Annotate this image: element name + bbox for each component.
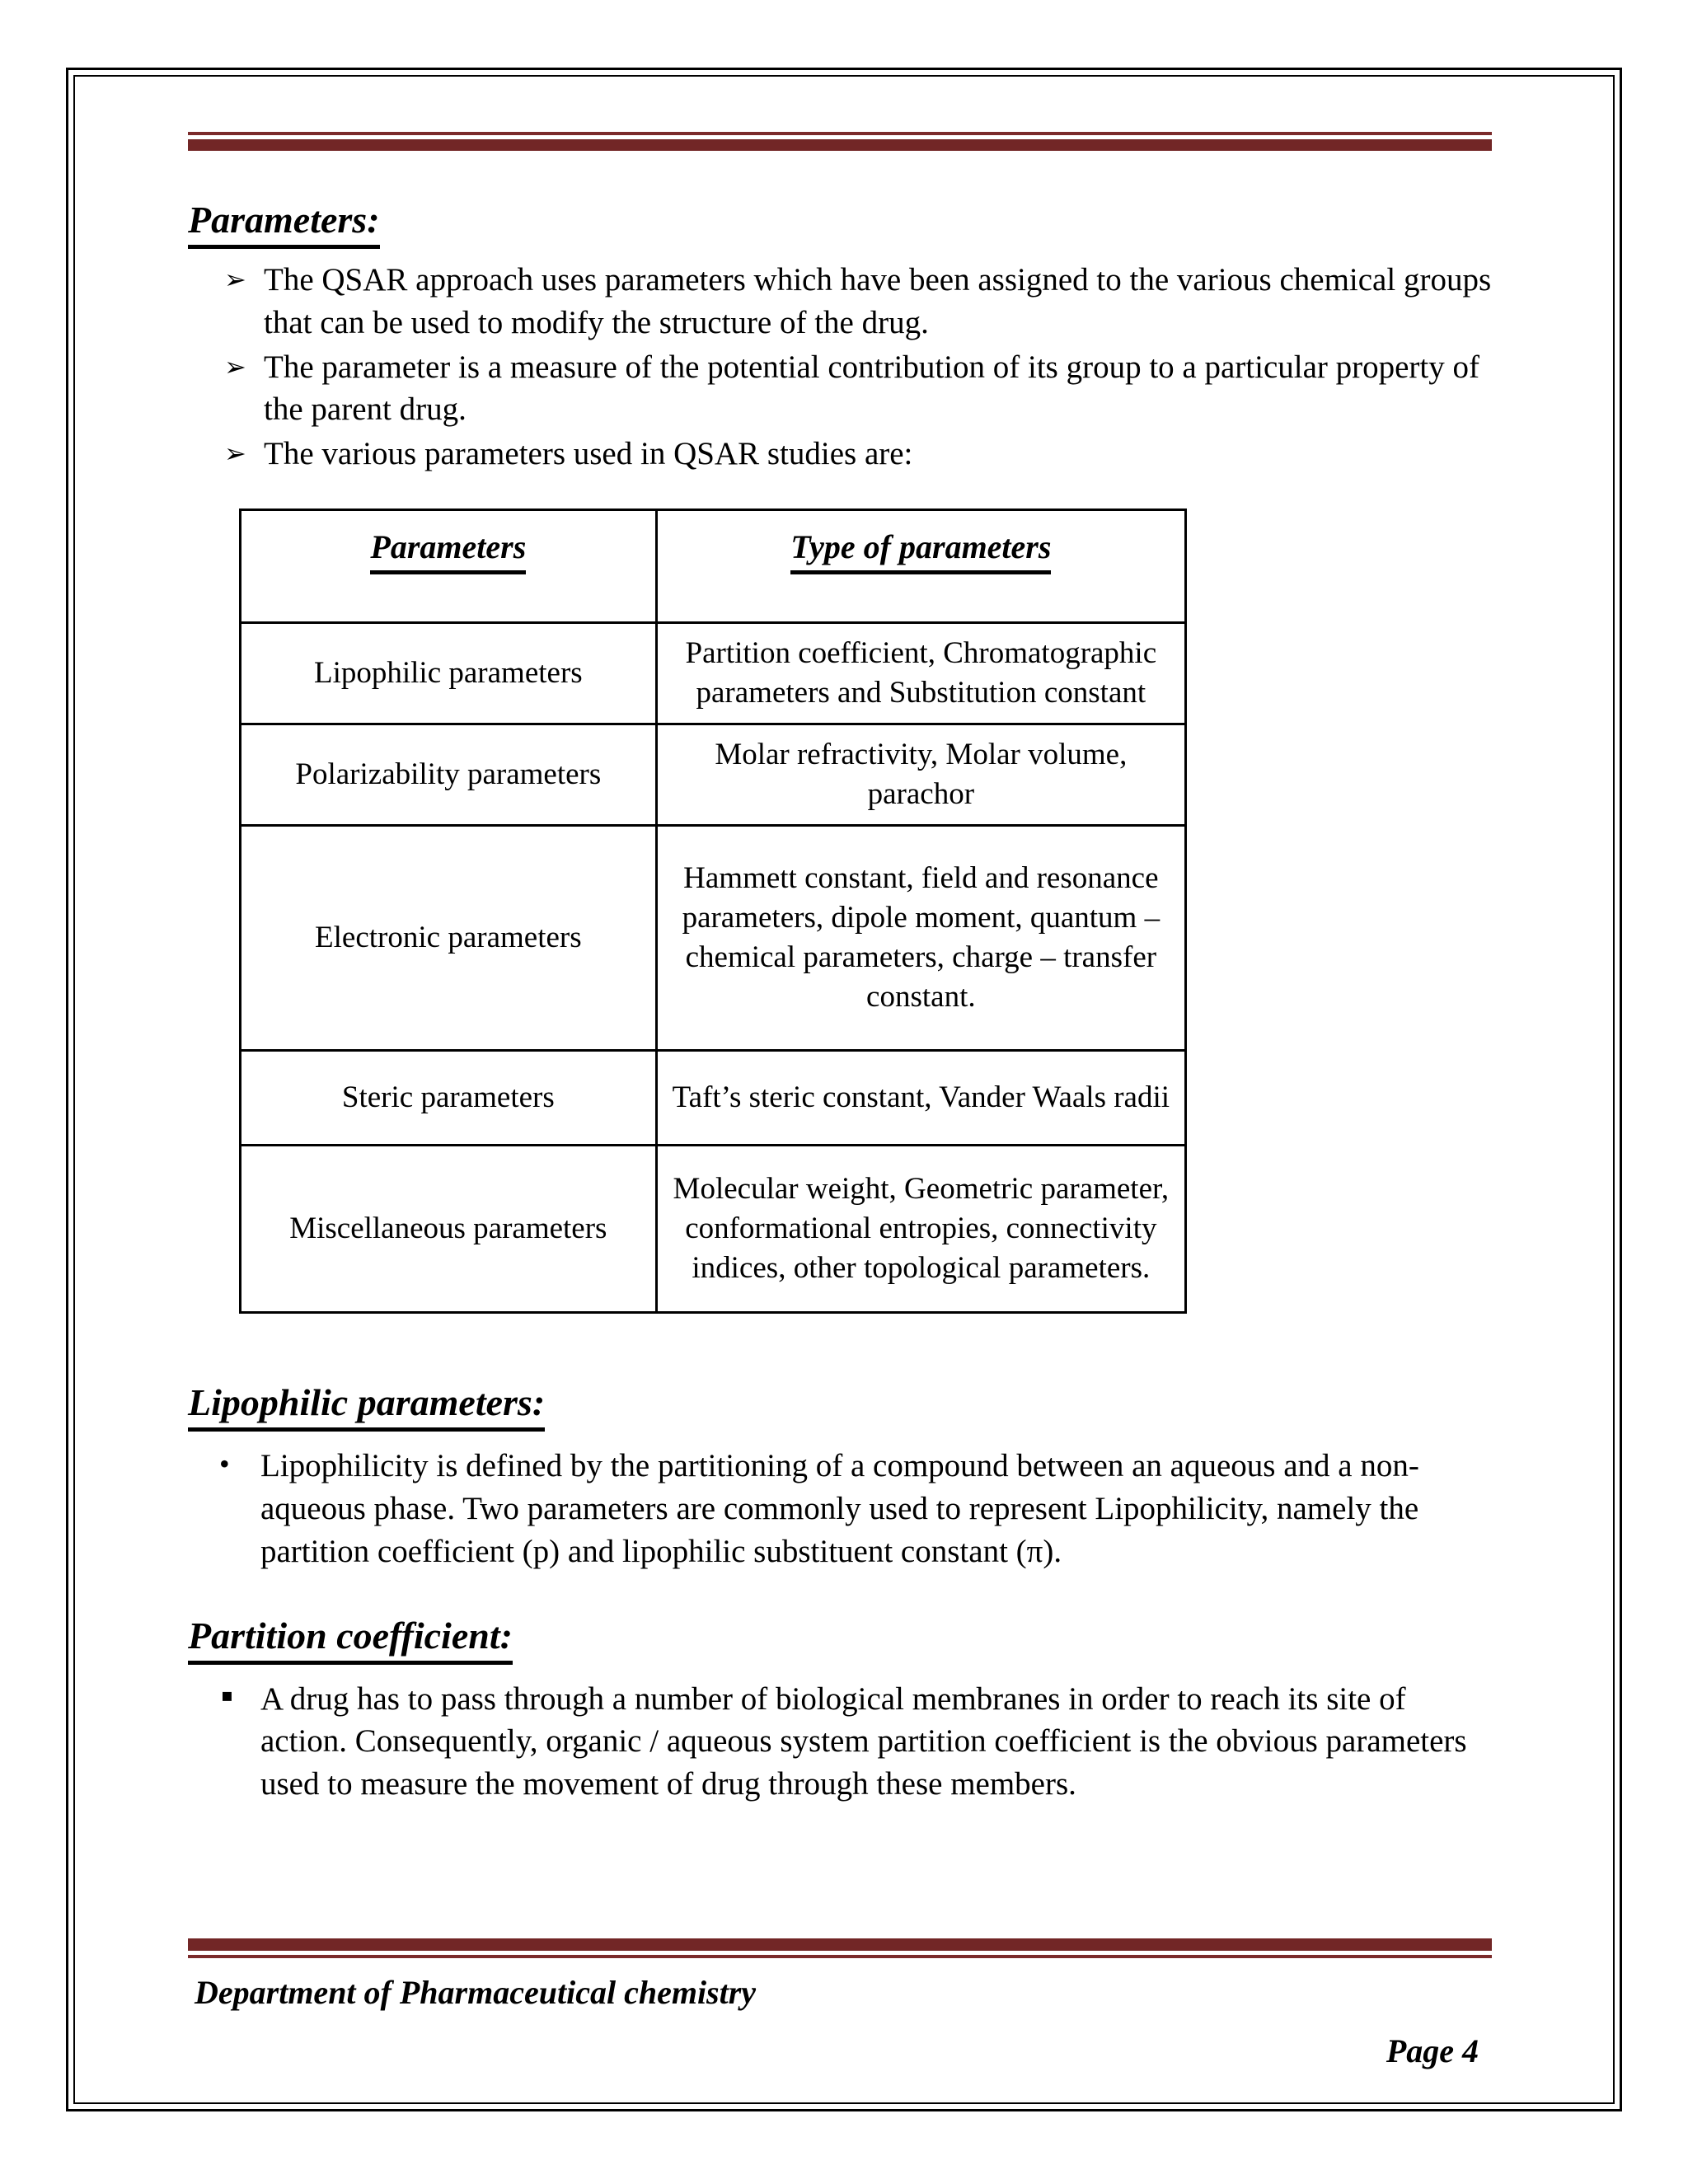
heading-parameters bbox=[188, 199, 1492, 249]
partition-bullet-group bbox=[188, 1678, 1492, 1807]
arrow-bullet-icon: ➢ bbox=[224, 438, 246, 470]
partition-bullet-list bbox=[188, 1678, 1492, 1807]
footer-page-number: Page 4 bbox=[1386, 2032, 1479, 2069]
table-row bbox=[241, 1051, 1186, 1146]
dot-bullet-icon: • bbox=[219, 1447, 230, 1481]
parameters-bullet-group bbox=[198, 259, 1492, 476]
footer-rule-thin-line bbox=[188, 1955, 1492, 1958]
list-item-text: The QSAR approach uses parameters which have been assigned to the various chemical groups that can be used to modify the structure of the drug. bbox=[264, 261, 1492, 340]
arrow-bullet-icon: ➢ bbox=[224, 263, 246, 295]
list-item bbox=[188, 1445, 1492, 1573]
page-content bbox=[188, 132, 1492, 1807]
heading-partition-coefficient bbox=[188, 1615, 1492, 1665]
heading-parameters-text: Parameters: bbox=[188, 199, 380, 249]
footer-department-text: Department of Pharmaceutical chemistry bbox=[195, 1974, 757, 2011]
list-item-text: Lipophilicity is defined by the partitioning of a compound between an aqueous and a non-aqueous phase. Two parameters are commonly used to represent Lipophilicity, namely the partition coefficient (p) and lipophilic substituent constant (π). bbox=[260, 1448, 1419, 1569]
square-bullet-icon: ▪ bbox=[221, 1685, 233, 1706]
table-header-text: Type of parameters bbox=[790, 526, 1051, 574]
table-header-row bbox=[241, 510, 1186, 623]
lipophilic-bullet-group bbox=[188, 1445, 1492, 1573]
table-cell-type: Partition coefficient, Chromatographic parameters and Substitution constant bbox=[656, 623, 1185, 724]
header-rule-thick-bar bbox=[188, 139, 1492, 151]
table-row bbox=[241, 826, 1186, 1051]
list-item-text: A drug has to pass through a number of biological membranes in order to reach its site of action. Consequently, organic / aqueous system partition coefficient is the obvious parameters used to measure the movement of drug through these members. bbox=[260, 1680, 1467, 1802]
table-cell-type: Molecular weight, Geometric parameter, conformational entropies, connectivity indices, other topological parameters. bbox=[656, 1146, 1185, 1313]
table-header-cell-parameters bbox=[241, 510, 657, 623]
footer-rule bbox=[188, 1938, 1492, 1958]
list-item-text: The various parameters used in QSAR studies are: bbox=[264, 436, 913, 472]
footer-rule-thick-bar bbox=[188, 1938, 1492, 1951]
table-cell-parameter: Miscellaneous parameters bbox=[241, 1146, 657, 1313]
spacer bbox=[188, 1314, 1492, 1381]
table-cell-type: Molar refractivity, Molar volume, parachor bbox=[656, 724, 1185, 826]
list-item bbox=[198, 259, 1492, 344]
table-cell-parameter: Steric parameters bbox=[241, 1051, 657, 1146]
table-row bbox=[241, 724, 1186, 826]
table-cell-type: Taft’s steric constant, Vander Waals radii bbox=[656, 1051, 1185, 1146]
parameters-table bbox=[239, 509, 1187, 1314]
list-item bbox=[198, 346, 1492, 432]
table-header-cell-type bbox=[656, 510, 1185, 623]
arrow-bullet-icon: ➢ bbox=[224, 350, 246, 382]
parameters-table-wrapper bbox=[239, 509, 1187, 1314]
table-cell-parameter: Lipophilic parameters bbox=[241, 623, 657, 724]
list-item bbox=[198, 433, 1492, 476]
heading-lipophilic-text: Lipophilic parameters: bbox=[188, 1381, 545, 1432]
table-row bbox=[241, 1146, 1186, 1313]
table-cell-parameter: Electronic parameters bbox=[241, 826, 657, 1051]
table-cell-type: Hammett constant, field and resonance parameters, dipole moment, quantum – chemical parameters, charge – transfer constant. bbox=[656, 826, 1185, 1051]
table-row bbox=[241, 623, 1186, 724]
parameters-bullet-list bbox=[198, 259, 1492, 476]
spacer bbox=[188, 1575, 1492, 1615]
table-header-text: Parameters bbox=[370, 526, 526, 574]
list-item-text: The parameter is a measure of the potential contribution of its group to a particular property of the parent drug. bbox=[264, 349, 1479, 428]
heading-partition-text: Partition coefficient: bbox=[188, 1615, 513, 1665]
list-item bbox=[188, 1678, 1492, 1807]
lipophilic-bullet-list bbox=[188, 1445, 1492, 1573]
header-rule bbox=[188, 132, 1492, 151]
page-footer bbox=[188, 1938, 1492, 2070]
heading-lipophilic-parameters bbox=[188, 1381, 1492, 1432]
table-cell-parameter: Polarizability parameters bbox=[241, 724, 657, 826]
